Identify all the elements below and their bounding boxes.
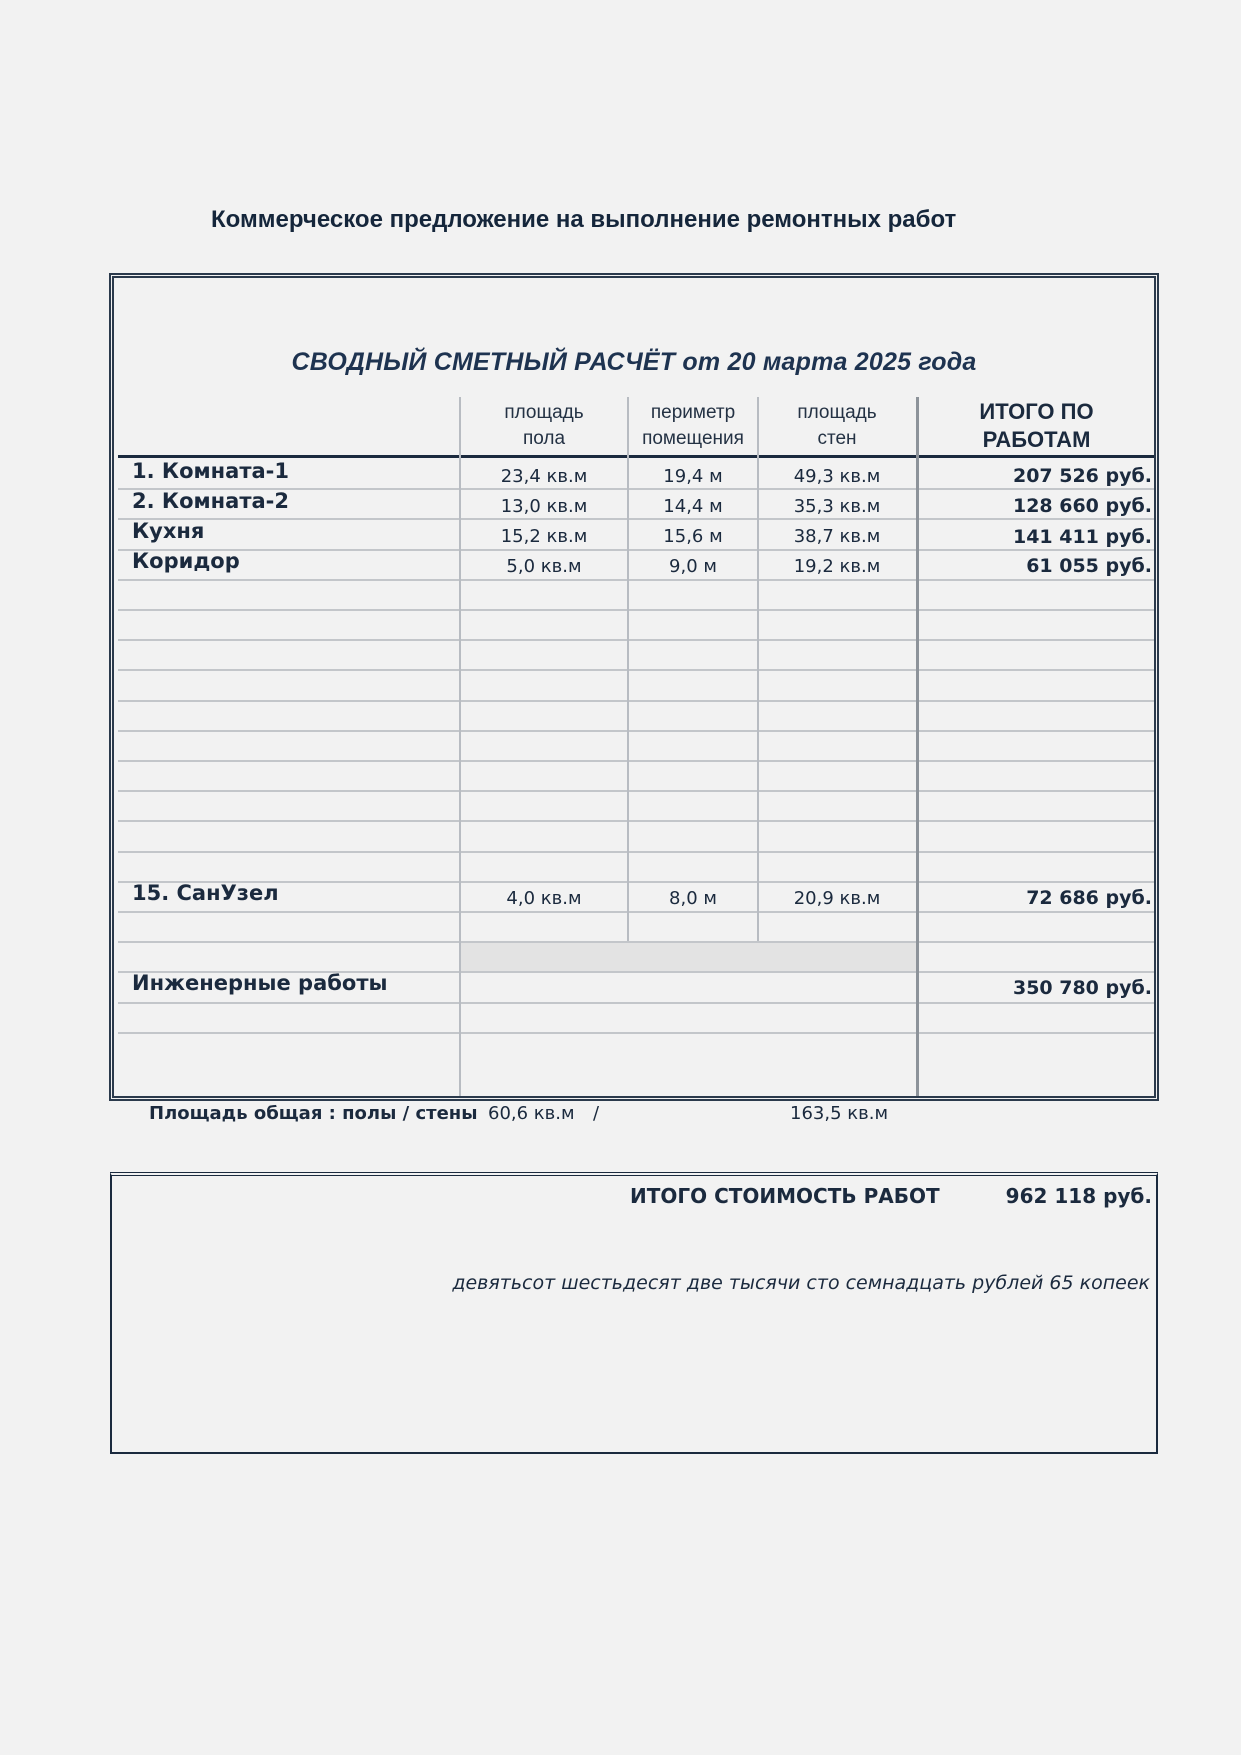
- row-total: 128 660 руб.: [1012, 495, 1152, 517]
- engineering-gray-fill: [461, 943, 916, 971]
- row-total: 207 526 руб.: [1012, 465, 1152, 487]
- summary-separator: /: [593, 1103, 600, 1124]
- row-walls: 49,3 кв.м: [793, 466, 881, 487]
- row-divider: [118, 851, 1154, 853]
- row-floor: 5,0 кв.м: [506, 556, 582, 577]
- header-total-line2: РАБОТАМ: [982, 427, 1091, 452]
- page-title: Коммерческое предложение на выполнение ремонтных работ: [211, 206, 957, 233]
- engineering-total: 350 780 руб.: [1012, 977, 1152, 999]
- header-floor-area-line2: пола: [522, 428, 566, 449]
- row-walls: 19,2 кв.м: [793, 556, 881, 577]
- grand-total-box: [110, 1172, 1158, 1454]
- row-total: 141 411 руб.: [1012, 526, 1152, 548]
- estimate-table: [109, 273, 1159, 1101]
- row-perimeter: 8,0 м: [669, 888, 717, 909]
- row-divider: [118, 669, 1154, 671]
- row-name: Кухня: [132, 519, 205, 543]
- header-perimeter-line2: помещения: [642, 428, 744, 449]
- row-name: 1. Комната-1: [132, 459, 290, 483]
- header-floor-area-line1: площадь: [504, 402, 584, 423]
- row-name: 15. СанУзел: [132, 881, 279, 905]
- header-perimeter: [628, 400, 758, 452]
- row-perimeter: 15,6 м: [663, 526, 723, 547]
- header-perimeter-line1: периметр: [650, 402, 736, 423]
- row-total: 72 686 руб.: [1026, 887, 1152, 909]
- row-walls: 38,7 кв.м: [793, 526, 881, 547]
- header-divider: [118, 455, 1154, 458]
- total-column-divider: [916, 397, 919, 1096]
- row-divider: [118, 609, 1154, 611]
- summary-walls-total: 163,5 кв.м: [790, 1103, 889, 1124]
- row-floor: 4,0 кв.м: [506, 888, 582, 909]
- row-name: Коридор: [132, 549, 240, 573]
- row-divider: [118, 518, 1154, 520]
- estimate-title: СВОДНЫЙ СМЕТНЫЙ РАСЧЁТ от 20 марта 2025 года: [291, 348, 977, 376]
- grand-total-label: ИТОГО СТОИМОСТЬ РАБОТ: [630, 1184, 940, 1208]
- row-perimeter: 9,0 м: [669, 556, 717, 577]
- row-perimeter: 14,4 м: [663, 496, 723, 517]
- header-wall-area-line2: стен: [817, 428, 857, 449]
- engineering-name: Инженерные работы: [132, 971, 388, 995]
- row-walls: 35,3 кв.м: [793, 496, 881, 517]
- summary-floor-total: 60,6 кв.м: [488, 1103, 575, 1124]
- row-total: 61 055 руб.: [1026, 555, 1152, 577]
- header-wall-area: [758, 400, 916, 452]
- row-divider: [118, 760, 1154, 762]
- row-floor: 13,0 кв.м: [500, 496, 588, 517]
- row-floor: 23,4 кв.м: [500, 466, 588, 487]
- row-divider: [118, 911, 1154, 913]
- header-total: [919, 398, 1154, 454]
- header-floor-area: [460, 400, 628, 452]
- row-divider: [118, 549, 1154, 551]
- summary-label: Площадь общая : полы / стены: [149, 1103, 478, 1124]
- row-divider: [118, 1032, 1154, 1034]
- row-walls: 20,9 кв.м: [793, 888, 881, 909]
- grand-total-in-words: девятьсот шестьдесят две тысячи сто семнадцать рублей 65 копеек: [452, 1272, 1150, 1294]
- grand-total-value: 962 118 руб.: [1005, 1184, 1152, 1208]
- header-total-line1: ИТОГО ПО: [979, 399, 1094, 424]
- row-perimeter: 19,4 м: [663, 466, 723, 487]
- row-divider: [118, 700, 1154, 702]
- row-divider: [118, 639, 1154, 641]
- row-divider: [118, 820, 1154, 822]
- row-name: 2. Комната-2: [132, 489, 290, 513]
- row-divider: [118, 790, 1154, 792]
- row-divider: [118, 579, 1154, 581]
- row-divider: [118, 1002, 1154, 1004]
- header-wall-area-line1: площадь: [797, 402, 877, 423]
- row-divider: [118, 730, 1154, 732]
- row-floor: 15,2 кв.м: [500, 526, 588, 547]
